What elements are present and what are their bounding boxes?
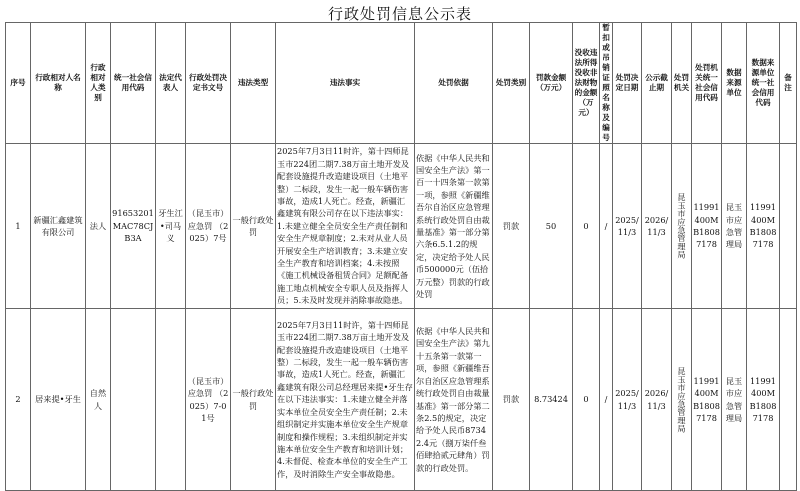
- cell-seq: 1: [6, 144, 31, 309]
- header-penalty-authority: 处罚机关: [672, 23, 692, 144]
- header-confiscation-amount: 没收违法所得没收非法财物的金额（万元）: [573, 23, 600, 144]
- cell-fine-amount: 50: [530, 144, 573, 309]
- header-row: [6, 23, 797, 144]
- table-row: [6, 144, 797, 309]
- cell-confiscation-amount: 0: [573, 144, 600, 309]
- cell-legal-rep: 牙生江•司马义: [156, 144, 186, 309]
- cell-party-name: 新疆汇鑫建筑有限公司: [31, 144, 86, 309]
- cell-publicity-deadline: 2026/11/3: [642, 309, 672, 491]
- header-authority-credit-code: 处罚机关统一社会信用代码: [692, 23, 722, 144]
- cell-penalty-basis: 依据《中华人民共和国安全生产法》第一百一十四条第一款第一项，参照《新疆维吾尔自治区应急管理系统行政处罚自由裁量基准》第一部分第六条6.5.1.2的规定，决定给予处人民币500000元（伍拾万元整）罚款的行政处罚: [415, 144, 493, 309]
- cell-decision-date: 2025/11/3: [613, 144, 642, 309]
- cell-decision-number: （昆玉市）应急罚 （2025）7号: [186, 144, 231, 309]
- authority-text: 昆玉市应急管理局: [677, 366, 687, 433]
- header-party-type: 行政相对人类别: [86, 23, 111, 144]
- cell-seq: 2: [6, 309, 31, 491]
- header-decision-number: 行政处罚决定书文号: [186, 23, 231, 144]
- cell-confiscation-amount: 0: [573, 309, 600, 491]
- cell-party-name: 居来提•牙生: [31, 309, 86, 491]
- header-remarks: 备注: [780, 23, 797, 144]
- cell-legal-rep: [156, 309, 186, 491]
- header-violation-facts: 违法事实: [276, 23, 415, 144]
- header-data-source-credit-code: 数据来源单位统一社会信用代码: [747, 23, 780, 144]
- page-title: 行政处罚信息公示表: [327, 5, 472, 23]
- header-publicity-deadline: 公示截止期: [642, 23, 672, 144]
- cell-violation-facts: 2025年7月3日11时许，第十四师昆玉市224团二期7.38万亩土地开发及配套设施提升改造建设项目（土地平整）二标段，发生一起一般车辆伤害事故，造成1人死亡。经查，新疆汇鑫建筑有限公司总经理居来提•牙生存在以下违法事实：1.未建立健全并落实本单位全员安全生产责任制；2.未组织制定并实施本单位安全生产规章制度和操作规程；3.未组织制定并实施本单位安全生产教育和培训计划；4.未督促、检查本单位的安全生产工作，及时消除生产安全事故隐患。: [276, 309, 415, 491]
- header-penalty-basis: 处罚依据: [415, 23, 493, 144]
- cell-authority-credit-code: 11991400MB18087178: [692, 309, 722, 491]
- cell-penalty-authority: [672, 144, 692, 309]
- header-data-source: 数据来源单位: [722, 23, 747, 144]
- cell-penalty-authority: [672, 309, 692, 491]
- cell-violation-facts: 2025年7月3日11时许，第十四师昆玉市224团二期7.38万亩土地开发及配套设施提升改造建设项目（土地平整）二标段，发生一起一般车辆伤害事故，造成1人死亡。经查，新疆汇鑫建筑有限公司存在以下违法事实：1.未建立健全全员安全生产责任制和安全生产规章制度；2.未对从业人员开展安全生产培训教育；3.未建立安全生产教育和培训档案；4.未按照《施工机械设备租赁合同》足额配备施工地点机械安全专职人员及指挥人员；5.未及时发现并消除事故隐患。: [276, 144, 415, 309]
- cell-decision-date: 2025/11/3: [613, 309, 642, 491]
- cell-penalty-category: 罚款: [493, 144, 530, 309]
- cell-credit-code: [111, 309, 156, 491]
- header-decision-date: 处罚决定日期: [613, 23, 642, 144]
- cell-violation-type: 一般行政处罚: [231, 309, 276, 491]
- cell-data-source: 昆玉市应急管理局: [722, 309, 747, 491]
- cell-license-revocation: /: [600, 309, 613, 491]
- authority-text: 昆玉市应急管理局: [677, 193, 687, 259]
- table-row: [6, 309, 797, 491]
- cell-party-type: 自然人: [86, 309, 111, 491]
- cell-publicity-deadline: 2026/11/3: [642, 144, 672, 309]
- cell-authority-credit-code: 11991400MB18087178: [692, 144, 722, 309]
- cell-party-type: 法人: [86, 144, 111, 309]
- cell-license-revocation: /: [600, 144, 613, 309]
- penalty-table: [5, 22, 797, 491]
- cell-data-source: 昆玉市应急管理局: [722, 144, 747, 309]
- header-party-name: 行政相对人名称: [31, 23, 86, 144]
- header-credit-code: 统一社会信用代码: [111, 23, 156, 144]
- cell-remarks: [780, 144, 797, 309]
- header-seq: 序号: [6, 23, 31, 144]
- cell-data-source-credit-code: 11991400MB18087178: [747, 309, 780, 491]
- cell-violation-type: 一般行政处罚: [231, 144, 276, 309]
- cell-fine-amount: 8.73424: [530, 309, 573, 491]
- cell-data-source-credit-code: 11991400MB18087178: [747, 144, 780, 309]
- cell-remarks: [780, 309, 797, 491]
- cell-penalty-basis: 依据《中华人民共和国安全生产法》第九十五条第一款第一项，参照《新疆维吾尔自治区应急管理系统行政处罚自由裁量基准》第一部分第二条2.5的规定，决定给予处人民币87342.4元（捌万柒仟叁佰肆拾贰元肆角）罚款的行政处罚。: [415, 309, 493, 491]
- header-penalty-category: 处罚类别: [493, 23, 530, 144]
- header-license-revocation: 暂扣或吊销证照名称及编号: [600, 23, 613, 144]
- header-legal-rep: 法定代表人: [156, 23, 186, 144]
- header-violation-type: 违法类型: [231, 23, 276, 144]
- cell-credit-code: 91653201MAC78CJB3A: [111, 144, 156, 309]
- cell-decision-number: （昆玉市）应急罚 （2025）7-01号: [186, 309, 231, 491]
- cell-penalty-category: 罚款: [493, 309, 530, 491]
- header-fine-amount: 罚款金额（万元）: [530, 23, 573, 144]
